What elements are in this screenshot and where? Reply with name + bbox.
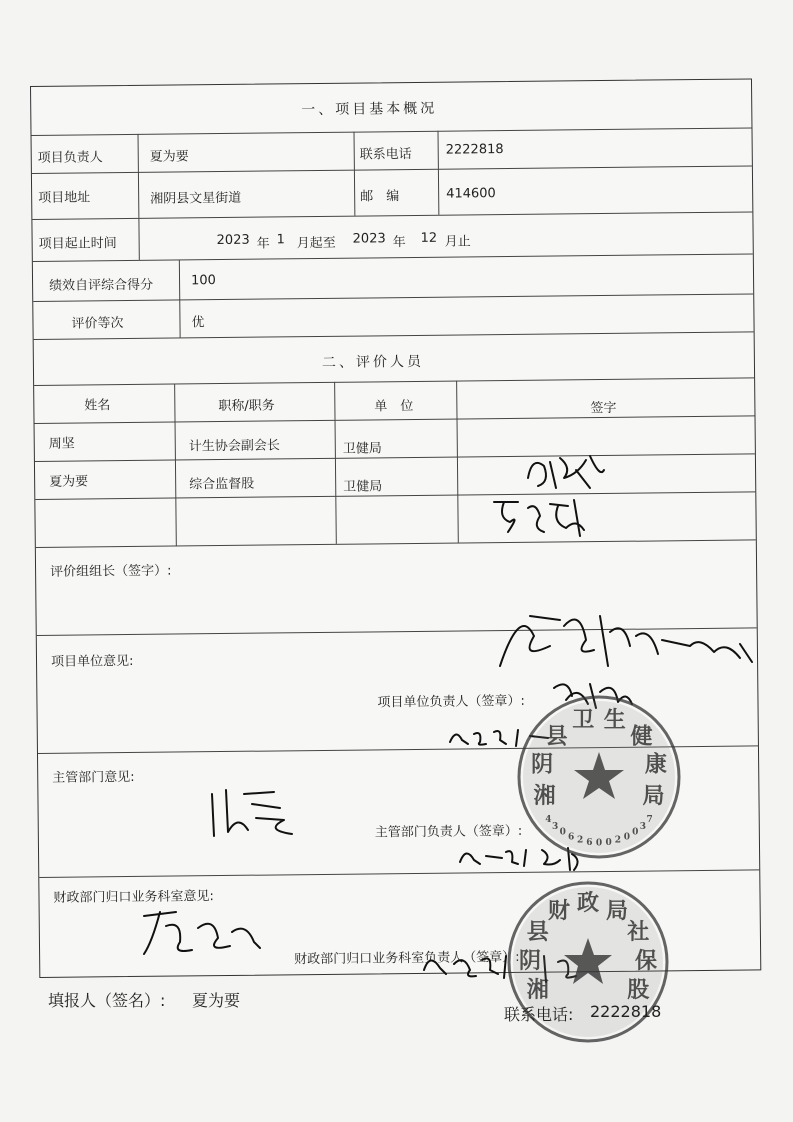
- project-unit-label: 项目单位意见:: [50, 653, 134, 670]
- supervisor-signer: 主管部门负责人（签章）:: [374, 823, 523, 841]
- section2-title: 二、评价人员: [321, 353, 424, 371]
- group-leader-label: 评价组组长（签字）:: [50, 563, 172, 580]
- health-bureau-stamp-text: 湘阴县卫 生健康局: [531, 707, 667, 809]
- personnel-name: 周坚: [48, 436, 75, 452]
- period-end-suffix: 月止: [444, 234, 471, 250]
- postcode-label: 邮 编: [360, 189, 400, 205]
- health-bureau-stamp-code: 430 6 2 6 0 0 2 0 037: [545, 814, 653, 849]
- period-end-year: 2023: [352, 231, 386, 247]
- finance-signer: 财政部门归口业务科室负责人（签章）:: [294, 949, 520, 968]
- period-start-month: 1: [276, 232, 285, 248]
- personnel-row: [35, 491, 755, 548]
- grade-value: 优: [191, 315, 205, 331]
- header-signature: 签字: [590, 400, 617, 417]
- period-label: 项目起止时间: [38, 236, 117, 252]
- finance-date: [424, 956, 533, 973]
- finance-label: 财政部门归口业务科室意见:: [53, 889, 214, 906]
- signature-zhou-jian: [520, 448, 610, 496]
- section1-title: 一、项目基本概况: [301, 100, 438, 119]
- period-year-char-start: 年: [256, 236, 270, 252]
- footer-phone-label: 联系电话:: [504, 1005, 574, 1024]
- header-name: 姓名: [84, 398, 111, 414]
- health-bureau-stamp: [516, 694, 682, 860]
- address-label: 项目地址: [38, 190, 91, 206]
- filler-name: 夏为要: [192, 991, 241, 1010]
- signature-finance: [136, 902, 266, 962]
- signature-xia-weiyao: [488, 492, 598, 542]
- phone-label: 联系电话: [359, 147, 412, 163]
- leader-value: 夏为要: [149, 149, 189, 165]
- filler-label: 填报人（签名）:: [48, 991, 166, 1010]
- supervisor-date: [460, 850, 553, 867]
- finance-bureau-stamp-text: 湘阴县财 政 局社保股: [518, 890, 658, 1003]
- leader-label: 项目负责人: [37, 150, 103, 166]
- period-start-suffix: 月起至: [296, 235, 336, 252]
- supervisor-label: 主管部门意见:: [52, 769, 135, 786]
- score-value: 100: [190, 273, 216, 289]
- period-start-year: 2023: [216, 232, 250, 249]
- project-unit-signer: 项目单位负责人（签章）:: [377, 693, 525, 711]
- section1-title-row: [31, 79, 751, 136]
- header-unit: 单 位: [374, 399, 414, 415]
- signature-group-leader: [490, 596, 760, 686]
- personnel-title: 综合监督股: [189, 476, 255, 493]
- footer-phone-value: 2222818: [590, 1002, 662, 1021]
- personnel-title: 计生协会副会长: [188, 438, 280, 455]
- evaluation-form: [30, 78, 761, 978]
- phone-value: 2222818: [445, 142, 504, 158]
- personnel-name: 夏为要: [49, 474, 89, 490]
- project-unit-date: [452, 732, 526, 749]
- period-year-char-end: 年: [392, 235, 406, 251]
- signature-supervisor: [204, 774, 304, 842]
- address-value: 湘阴县文星街道: [150, 190, 242, 207]
- score-label: 绩效自评综合得分: [49, 277, 154, 294]
- header-title: 职称/职务: [218, 398, 275, 415]
- grade-label: 评价等次: [71, 316, 124, 332]
- period-end-month: 12: [420, 230, 438, 246]
- postcode-value: 414600: [446, 186, 496, 202]
- personnel-unit: 卫健局: [343, 479, 383, 495]
- personnel-unit: 卫健局: [342, 441, 382, 457]
